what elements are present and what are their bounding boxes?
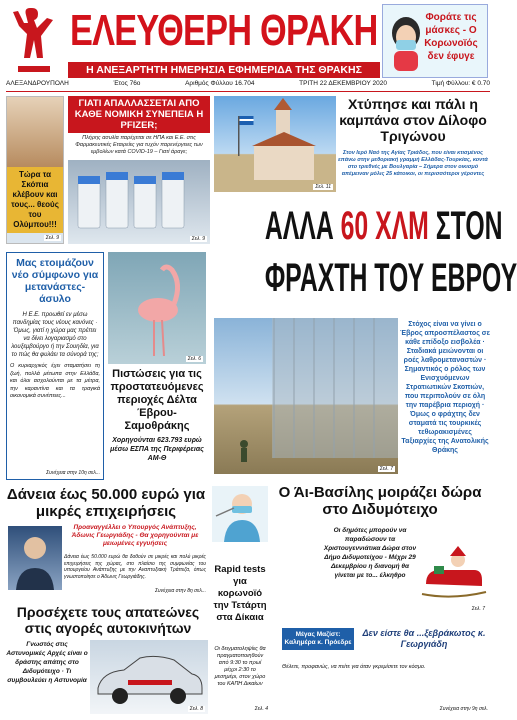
mask-reminder-text: Φοράτε τις μάσκες - Ο Κορωνοϊός δεν έφυγε [424, 12, 478, 62]
fence-headline[interactable] [212, 200, 517, 310]
scams-text: Γνωστός στις Αστυνομικές Αρχές είναι ο δράστης απάτης στο Διδυμότειχο · Τι συμβουλεύει η Αστυνομία [6, 641, 88, 684]
car-icon [90, 640, 208, 714]
column-label: Μέγας Μαζίστ: Καλημέρα κ. Πρόεδρε [282, 628, 354, 650]
pfizer-page: Σελ. 9 [191, 236, 205, 242]
rapid-headline[interactable]: Rapid tests για κορωνοϊό την Τετάρτη στα Δίκαια [213, 564, 267, 623]
santa-headline[interactable]: Ο Άι-Βασίλης μοιράζει δώρα στο Διδυμότειχο [278, 484, 482, 518]
fence-text: Στόχος είναι να γίνει ο Έβρος απροσπέλαστος σε κάθε επίδοξο εισβολέα · Σταδιακά μειώνονται οι ροές λαθρομεταναστών · Σημαντικός ο ρόλος των Ενισχυόμενων Στρατιωτικών Σκοπιών, που περιπολούν σε όλη την παρέβρια περιοχή · Όμως ο φράχτης δεν σταματά τις τουρκικές τεθωρακισμένες Ταξιαρχίες της Ανατολικής Θράκης [400, 321, 490, 454]
issue-date: ΤΡΙΤΗ 22 ΔΕΚΕΜΒΡΙΟΥ 2020 [299, 80, 387, 87]
car-photo [90, 640, 208, 714]
asylum-story[interactable] [6, 252, 104, 480]
test-swab-icon [212, 486, 268, 542]
church-text: Στον Ιερό Ναό της Αγίας Τριάδος, που είναι κτισμένος επάνω στην μεθοριακή γραμμή Ελλάδας-Τουρκίας, κοντά στο τριεθνές με Βουλγαρία – Σήμερα στον οικισμό απέμειναν μόλις 25 κάτοικοι, οι περισσότεροι γέροντες [338, 150, 488, 177]
asylum-body: Ο κυριαρχικός έχει σταματήσει τη ζωή, πολλά μέτωπα στην Ελλάδα, και όλοι ασχολούνται με τα μέτρα, την καραντίνα και τα τραγικά οικονομικά συνέπειες... [10, 363, 100, 399]
flamingo-text: Χορηγούνται 623.793 ευρώ μέσω ΕΣΠΑ της Περιφέρειας ΑΜ-Θ [110, 437, 204, 462]
person-icon [8, 526, 62, 590]
issue-info-row [6, 80, 490, 92]
santa-page: Σελ. 7 [471, 606, 485, 612]
column-page: Συνέχεια στην 9η σελ. [439, 706, 488, 712]
loans-page: Συνέχεια στην 8η σελ... [154, 588, 206, 594]
fence-headline-line2: ΦΡΑΧΤΗ ΤΟΥ ΕΒΡΟΥ [264, 256, 517, 300]
loans-headline[interactable]: Δάνεια έως 50.000 ευρώ για μικρές επιχειρήσεις [6, 486, 206, 520]
pfizer-subtext: Πλήρης ασυλία παρέχεται σε ΗΠΑ και Ε.Ε. στις Φαρμακευτικές Εταιρείες για τυχόν παρενέργειες των εμβολίων κατά COVID-19 – Γιατί άραγε; [75, 135, 203, 155]
loans-sub: Προαναγγέλλει ο Υπουργός Ανάπτυξης, Άδωνις Γεωργιάδης - Θα χορηγούνται με μειωμένες εγγυήσεις [71, 524, 199, 547]
church-headline[interactable]: Χτύπησε και πάλι η καμπάνα στον Δίλοφο Τριγώνου [339, 96, 487, 144]
fence-headline-part1: ΑΛΛΑ [264, 204, 334, 248]
scams-headline[interactable]: Προσέχετε τους απατεώνες στις αγορές αυτοκινήτων [16, 604, 200, 636]
asylum-headline: Μας ετοιμάζουν νέο σύμφωνο για μετανάστες-άσυλο [11, 257, 99, 305]
newspaper-title: ΕΛΕΥΘΕΡΗ ΘΡΑΚΗ [70, 6, 378, 55]
scams-page: Σελ. 8 [189, 706, 203, 712]
flamingo-photo [108, 252, 206, 364]
mask-reminder-box [382, 4, 488, 78]
olympus-story[interactable] [6, 96, 64, 244]
pfizer-headline: ΓΙΑΤΙ ΑΠΑΛΛΑΣΣΕΤΑΙ ΑΠΟ ΚΑΘΕ ΝΟΜΙΚΗ ΣΥΝΕΠΕΙΑ Η PFIZER; [68, 96, 210, 133]
olympus-photo [7, 97, 63, 167]
santa-photo [418, 526, 490, 614]
fence-headline-red: 60 ΧΛΜ [340, 204, 429, 248]
rapid-page: Σελ. 4 [254, 706, 268, 712]
loans-body: Δάνεια έως 50.000 ευρώ θα δοθούν σε μικρές και πολύ μικρές επιχειρήσεις της χώρας, στο πλαίσιο της συμφωνίας του υπουργείου Ανάπτυξης με την Αναπτυξιακή Τράπεζα, όπως γνωστοποίησε ο Άδωνις Γεωργιάδης. [64, 554, 206, 580]
nurse-photo [212, 486, 268, 542]
fence-page: Σελ. 7 [379, 466, 393, 472]
column-text: Θέλετε, προφανώς, να πείτε για όταν γκρεμίσετε τον κόσμο. [282, 664, 426, 670]
fence-headline-part2: ΣΤΟΝ [435, 204, 503, 248]
church-photo [214, 96, 336, 192]
newspaper-subtitle: Η ΑΝΕΞΑΡΤΗΤΗ ΗΜΕΡΗΣΙΑ ΕΦΗΜΕΡΙΔΑ ΤΗΣ ΘΡΑΚΗΣ [68, 62, 380, 78]
asylum-page: Συνέχεια στην 10η σελ... [46, 470, 100, 476]
masked-face-icon [389, 15, 423, 71]
sleigh-icon [418, 526, 490, 614]
vaccine-photo [68, 160, 210, 244]
flamingo-icon [108, 252, 206, 364]
vaccine-vials-icon [68, 160, 210, 244]
border-fence-icon [214, 318, 398, 474]
statue-logo-icon [6, 4, 62, 76]
issue-price: Τιμή Φύλλου: € 0.70 [431, 80, 490, 87]
city-label: ΑΛΕΞΑΝΔΡΟΥΠΟΛΗ [6, 80, 69, 87]
church-icon [214, 96, 336, 192]
asylum-intro: Η Ε.Ε. προωθεί εν μέσω πανδημίας τους νέους κανόνες · Όμως, γιατί η χώρα μας πρέπει να δίνει λογαριασμό στο λουξεμβούργο ή την Σουηδία, για το πώς θα φυλάει τα σύνορά της; [11, 312, 99, 358]
flamingo-headline[interactable]: Πιστώσεις για τις προστατευόμενες περιοχές Δέλτα Έβρου-Σαμοθράκης [110, 368, 204, 432]
year-label: Έτος 76ο [113, 80, 141, 87]
flamingo-page: Σελ. 6 [187, 356, 201, 362]
issue-number: Αριθμός Φύλλου 16.704 [185, 80, 255, 87]
church-page: Σελ. 11 [315, 184, 331, 190]
column-headline[interactable]: Δεν είστε θα ...ξεβράκωτος κ. Γεωργιάδη [362, 628, 486, 649]
minister-photo [8, 526, 62, 590]
pfizer-story[interactable] [68, 96, 210, 244]
olympus-text: Τώρα τα Σκόπια κλέβουν και τους... θεούς του Ολύμπου!!! [7, 167, 63, 233]
olympus-page: Σελ. 9 [45, 235, 59, 241]
fence-photo [214, 318, 398, 474]
santa-text: Οι δημότες μπορούν να παραδώσουν τα Χριστουγεννιάτικα Δώρα στον Δήμο Διδυμοτείχου - Μέχρι 29 Δεκεμβρίου η διανομή θα γίνεται με το... έλκηθρο [323, 527, 417, 579]
rapid-text: Οι δειγματοληψίες θα πραγματοποιηθούν από 9:30 το πρωί μέχρι 2:30 το μεσημέρι, στον χώρο του ΚΑΠΗ Δικαίων [214, 646, 266, 687]
